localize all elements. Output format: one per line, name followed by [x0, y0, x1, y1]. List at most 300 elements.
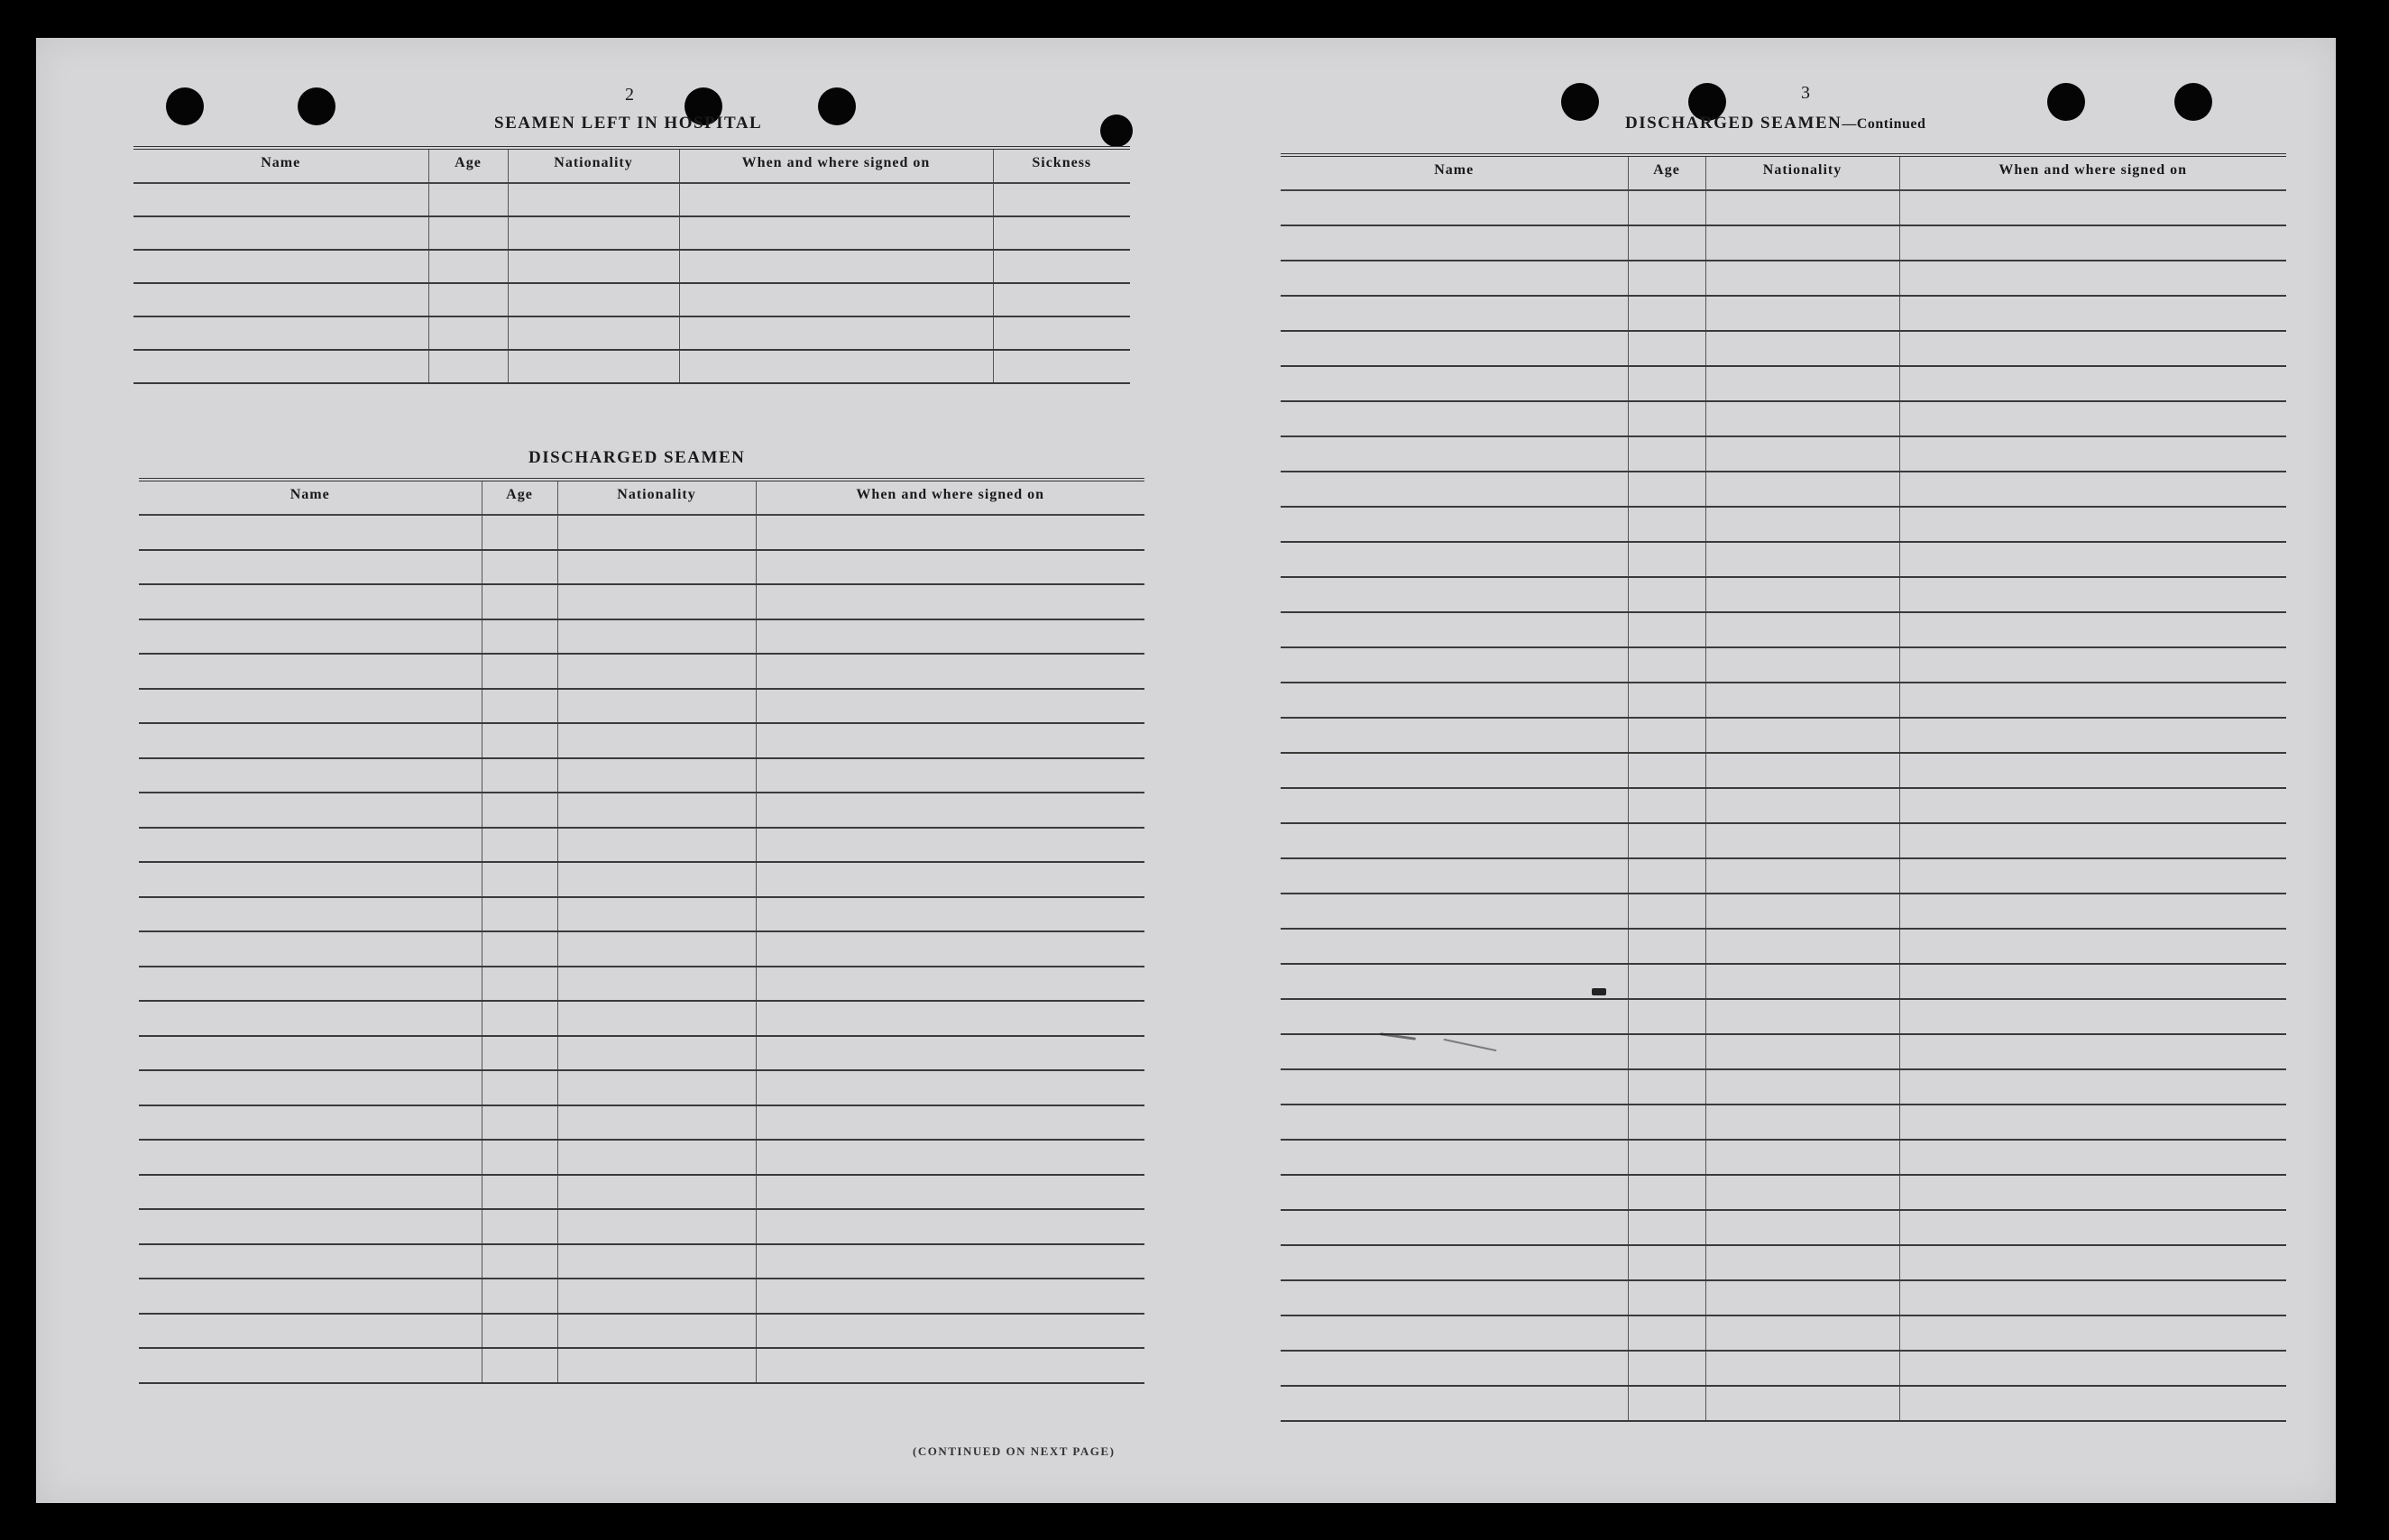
discharged-row [139, 758, 1144, 793]
discharged-row [139, 619, 1144, 655]
continued-cell [1899, 472, 2286, 507]
discharged-cell [482, 689, 557, 724]
continued-cell [1705, 436, 1899, 472]
continued-row [1281, 225, 2286, 261]
discharged-cell [139, 1348, 482, 1383]
continued-cell [1281, 401, 1628, 436]
hospital-cell [993, 283, 1130, 316]
discharged-cell [139, 1001, 482, 1036]
discharged-cell [139, 1209, 482, 1244]
continued-cell [1628, 858, 1705, 894]
continued-cell [1628, 929, 1705, 964]
discharged-row [139, 1209, 1144, 1244]
continued-cell [1281, 612, 1628, 647]
discharged-row [139, 1348, 1144, 1383]
continued-cell [1899, 436, 2286, 472]
discharged-cell [756, 1105, 1144, 1141]
continued-col-name: Name [1281, 155, 1628, 190]
discharged-cell [756, 723, 1144, 758]
continued-cell [1281, 999, 1628, 1034]
discharged-cell [139, 828, 482, 863]
continued-cell [1628, 1386, 1705, 1421]
continued-cell [1705, 472, 1899, 507]
hospital-cell [133, 316, 428, 350]
continued-cell [1705, 718, 1899, 753]
continued-cell [1628, 894, 1705, 929]
continued-cell [1281, 225, 1628, 261]
discharged-cell [557, 550, 756, 585]
continued-cell [1705, 1140, 1899, 1175]
continued-cell [1899, 929, 2286, 964]
continued-cell [1705, 1315, 1899, 1351]
continued-cell [1705, 507, 1899, 542]
continued-cell [1281, 823, 1628, 858]
continued-cell [1628, 964, 1705, 999]
hospital-cell [508, 350, 679, 383]
hospital-cell [508, 316, 679, 350]
hospital-cell [508, 250, 679, 283]
discharged-cell [557, 1036, 756, 1071]
continued-row [1281, 1280, 2286, 1315]
hospital-row [133, 183, 1130, 216]
continued-row [1281, 894, 2286, 929]
continued-row [1281, 472, 2286, 507]
discharged-row [139, 515, 1144, 550]
discharged-row [139, 1244, 1144, 1279]
discharged-cell [139, 1036, 482, 1071]
continued-cell [1628, 647, 1705, 683]
hospital-cell [133, 350, 428, 383]
continued-cell [1899, 718, 2286, 753]
binder-hole-1 [166, 87, 204, 125]
discharged-cell [482, 723, 557, 758]
continued-cell [1281, 190, 1628, 225]
continued-cell [1705, 964, 1899, 999]
continued-cell [1705, 542, 1899, 577]
continued-cell [1705, 1280, 1899, 1315]
discharged-cell [756, 619, 1144, 655]
discharged-cell [482, 862, 557, 897]
discharged-cell [139, 1244, 482, 1279]
continued-cell [1281, 929, 1628, 964]
hospital-cell [428, 350, 508, 383]
continued-cell [1705, 577, 1899, 612]
hospital-cell [508, 183, 679, 216]
continued-cell [1281, 296, 1628, 331]
continued-cell [1281, 1280, 1628, 1315]
continued-cell [1281, 1386, 1628, 1421]
discharged-cell [756, 654, 1144, 689]
continued-cell [1899, 1069, 2286, 1105]
hospital-cell [133, 283, 428, 316]
continued-cell [1281, 1351, 1628, 1386]
discharged-cell [756, 1175, 1144, 1210]
discharged-row [139, 967, 1144, 1002]
continued-cell [1281, 788, 1628, 823]
continued-row [1281, 401, 2286, 436]
continued-cell [1628, 472, 1705, 507]
continued-cell [1899, 647, 2286, 683]
continued-cell [1705, 647, 1899, 683]
continued-cell [1628, 296, 1705, 331]
hospital-col-age: Age [428, 148, 508, 183]
binder-hole-2 [298, 87, 335, 125]
discharged-cell [482, 758, 557, 793]
hospital-cell [133, 183, 428, 216]
continued-cell [1705, 296, 1899, 331]
discharged-cell [557, 515, 756, 550]
continued-cell [1281, 261, 1628, 296]
discharged-cell [482, 1348, 557, 1383]
continued-cell [1628, 542, 1705, 577]
continued-cell [1705, 894, 1899, 929]
continued-cell [1705, 225, 1899, 261]
discharged-row [139, 550, 1144, 585]
hospital-cell [133, 250, 428, 283]
continued-cell [1705, 331, 1899, 366]
continued-cell [1899, 507, 2286, 542]
discharged-cell [557, 1105, 756, 1141]
discharged-cell [557, 619, 756, 655]
hospital-row [133, 283, 1130, 316]
hospital-cell [428, 250, 508, 283]
continued-header-row [1281, 155, 2286, 190]
discharged-cell [482, 1105, 557, 1141]
discharged-cell [482, 967, 557, 1002]
continued-row [1281, 507, 2286, 542]
discharged-cell [756, 1070, 1144, 1105]
discharged-cell [139, 550, 482, 585]
continued-cell [1705, 1175, 1899, 1210]
discharged-cell [482, 550, 557, 585]
discharged-cell [756, 828, 1144, 863]
continued-cell [1628, 823, 1705, 858]
continued-cell [1628, 1034, 1705, 1069]
continued-cell [1628, 1315, 1705, 1351]
hospital-cell [993, 216, 1130, 250]
hospital-cell [679, 350, 993, 383]
continued-row [1281, 999, 2286, 1034]
hospital-row [133, 250, 1130, 283]
continued-cell [1705, 401, 1899, 436]
continued-cell [1899, 366, 2286, 401]
discharged-cell [482, 1209, 557, 1244]
continued-cell [1281, 1245, 1628, 1280]
hospital-table [133, 146, 1130, 384]
continued-cell [1705, 1351, 1899, 1386]
continued-cell [1705, 1034, 1899, 1069]
continued-cell [1705, 190, 1899, 225]
hospital-cell [679, 250, 993, 283]
continued-cell [1281, 1105, 1628, 1140]
discharged-cell [557, 931, 756, 967]
discharged-cell [557, 1279, 756, 1314]
discharged-cell [756, 1314, 1144, 1349]
document-sheet [36, 38, 2336, 1503]
hospital-col-nationality: Nationality [508, 148, 679, 183]
hospital-cell [133, 216, 428, 250]
discharged-section-title: DISCHARGED SEAMEN [528, 448, 746, 467]
discharged-col-name: Name [139, 480, 482, 515]
continued-row [1281, 1034, 2286, 1069]
continued-cell [1705, 929, 1899, 964]
discharged-row [139, 931, 1144, 967]
continued-table [1281, 153, 2286, 1422]
continued-cell [1281, 683, 1628, 718]
continued-cell [1281, 1210, 1628, 1245]
discharged-row [139, 1036, 1144, 1071]
discharged-cell [557, 654, 756, 689]
hospital-cell [428, 216, 508, 250]
continued-cell [1628, 1210, 1705, 1245]
continued-cell [1899, 858, 2286, 894]
discharged-cell [756, 689, 1144, 724]
discharged-cell [557, 723, 756, 758]
hospital-table-body [133, 183, 1130, 383]
continued-cell [1628, 612, 1705, 647]
continued-cell [1705, 261, 1899, 296]
continued-cell [1628, 261, 1705, 296]
discharged-table [139, 478, 1144, 1384]
continued-note: (CONTINUED ON NEXT PAGE) [913, 1444, 1116, 1458]
discharged-header-row [139, 480, 1144, 515]
binder-hole-8 [2047, 83, 2085, 121]
continued-cell [1281, 542, 1628, 577]
discharged-cell [756, 1140, 1144, 1175]
discharged-row [139, 897, 1144, 932]
discharged-cell [482, 1279, 557, 1314]
discharged-cell [557, 1348, 756, 1383]
continued-cell [1628, 507, 1705, 542]
discharged-cell [756, 515, 1144, 550]
continued-cell [1899, 612, 2286, 647]
continued-row [1281, 1351, 2286, 1386]
continued-row [1281, 1105, 2286, 1140]
hospital-row [133, 216, 1130, 250]
continued-cell [1281, 1069, 1628, 1105]
discharged-cell [756, 931, 1144, 967]
continued-row [1281, 647, 2286, 683]
continued-cell [1628, 1245, 1705, 1280]
discharged-cell [139, 793, 482, 828]
discharged-col-nationality: Nationality [557, 480, 756, 515]
continued-cell [1899, 683, 2286, 718]
continued-row [1281, 436, 2286, 472]
discharged-cell [557, 1070, 756, 1105]
discharged-cell [557, 862, 756, 897]
hospital-row [133, 350, 1130, 383]
continued-cell [1705, 1386, 1899, 1421]
continued-cell [1628, 401, 1705, 436]
discharged-cell [756, 897, 1144, 932]
continued-cell [1628, 683, 1705, 718]
continued-row [1281, 753, 2286, 788]
discharged-row [139, 1279, 1144, 1314]
continued-title-main: DISCHARGED SEAMEN [1625, 114, 1842, 133]
continued-row [1281, 683, 2286, 718]
discharged-row [139, 1070, 1144, 1105]
continued-cell [1628, 999, 1705, 1034]
discharged-cell [557, 967, 756, 1002]
discharged-cell [557, 1175, 756, 1210]
continued-cell [1899, 823, 2286, 858]
discharged-cell [557, 793, 756, 828]
discharged-cell [482, 1175, 557, 1210]
discharged-cell [139, 862, 482, 897]
continued-cell [1628, 1280, 1705, 1315]
continued-row [1281, 1140, 2286, 1175]
discharged-cell [139, 931, 482, 967]
continued-cell [1281, 331, 1628, 366]
discharged-cell [557, 584, 756, 619]
discharged-cell [482, 1001, 557, 1036]
continued-cell [1705, 683, 1899, 718]
discharged-cell [557, 828, 756, 863]
discharged-cell [139, 515, 482, 550]
discharged-row [139, 689, 1144, 724]
continued-row [1281, 1210, 2286, 1245]
discharged-cell [756, 550, 1144, 585]
continued-cell [1899, 1034, 2286, 1069]
discharged-cell [482, 1036, 557, 1071]
discharged-col-signed-on: When and where signed on [756, 480, 1144, 515]
continued-cell [1899, 401, 2286, 436]
discharged-cell [756, 793, 1144, 828]
continued-row [1281, 718, 2286, 753]
continued-cell [1628, 331, 1705, 366]
hospital-cell [428, 316, 508, 350]
continued-cell [1899, 1351, 2286, 1386]
continued-cell [1899, 1315, 2286, 1351]
discharged-cell [482, 1314, 557, 1349]
continued-cell [1281, 1315, 1628, 1351]
discharged-cell [756, 1036, 1144, 1071]
discharged-cell [557, 1140, 756, 1175]
discharged-cell [139, 1314, 482, 1349]
continued-cell [1899, 261, 2286, 296]
discharged-cell [482, 654, 557, 689]
hospital-row [133, 316, 1130, 350]
continued-cell [1899, 225, 2286, 261]
page-number-left: 2 [625, 85, 634, 105]
discharged-cell [482, 1140, 557, 1175]
hospital-cell [679, 316, 993, 350]
binder-hole-6 [1561, 83, 1599, 121]
discharged-cell [756, 1279, 1144, 1314]
continued-cell [1628, 1069, 1705, 1105]
continued-cell [1899, 964, 2286, 999]
continued-cell [1899, 753, 2286, 788]
discharged-cell [139, 758, 482, 793]
hospital-col-signed-on: When and where signed on [679, 148, 993, 183]
discharged-cell [756, 1209, 1144, 1244]
hospital-section-title: SEAMEN LEFT IN HOSPITAL [494, 114, 763, 133]
discharged-cell [756, 584, 1144, 619]
continued-title-suffix: —Continued [1842, 116, 1926, 132]
continued-cell [1281, 718, 1628, 753]
discharged-col-age: Age [482, 480, 557, 515]
continued-row [1281, 788, 2286, 823]
discharged-cell [139, 1175, 482, 1210]
discharged-cell [482, 828, 557, 863]
continued-cell [1705, 1069, 1899, 1105]
hospital-cell [679, 283, 993, 316]
continued-cell [1628, 788, 1705, 823]
discharged-cell [139, 967, 482, 1002]
discharged-cell [139, 654, 482, 689]
hospital-cell [508, 216, 679, 250]
continued-cell [1628, 190, 1705, 225]
hospital-cell [679, 216, 993, 250]
discharged-cell [139, 1070, 482, 1105]
discharged-cell [139, 1140, 482, 1175]
discharged-cell [139, 1105, 482, 1141]
continued-cell [1281, 577, 1628, 612]
binder-hole-9 [2174, 83, 2212, 121]
continued-cell [1899, 999, 2286, 1034]
discharged-cell [557, 1001, 756, 1036]
continued-cell [1899, 296, 2286, 331]
continued-cell [1281, 647, 1628, 683]
discharged-row [139, 1140, 1144, 1175]
continued-cell [1628, 366, 1705, 401]
discharged-row [139, 584, 1144, 619]
discharged-row [139, 1314, 1144, 1349]
discharged-cell [756, 862, 1144, 897]
discharged-row [139, 1175, 1144, 1210]
continued-table-body [1281, 190, 2286, 1421]
continued-cell [1899, 1386, 2286, 1421]
continued-section-title [1625, 114, 1925, 133]
continued-row [1281, 577, 2286, 612]
discharged-cell [557, 758, 756, 793]
ink-mark [1592, 988, 1606, 995]
discharged-row [139, 654, 1144, 689]
discharged-cell [756, 1244, 1144, 1279]
continued-cell [1281, 1140, 1628, 1175]
discharged-table-body [139, 515, 1144, 1383]
continued-cell [1281, 753, 1628, 788]
continued-cell [1899, 788, 2286, 823]
continued-row [1281, 823, 2286, 858]
discharged-cell [139, 1279, 482, 1314]
hospital-cell [428, 183, 508, 216]
continued-cell [1628, 577, 1705, 612]
continued-col-nationality: Nationality [1705, 155, 1899, 190]
hospital-header-row [133, 148, 1130, 183]
binder-hole-5 [1100, 115, 1133, 147]
discharged-cell [482, 931, 557, 967]
continued-cell [1628, 1140, 1705, 1175]
continued-cell [1705, 1245, 1899, 1280]
discharged-cell [756, 1001, 1144, 1036]
continued-cell [1281, 964, 1628, 999]
discharged-cell [482, 619, 557, 655]
discharged-row [139, 828, 1144, 863]
continued-cell [1281, 894, 1628, 929]
continued-cell [1281, 436, 1628, 472]
continued-cell [1899, 1280, 2286, 1315]
hospital-cell [993, 250, 1130, 283]
discharged-row [139, 1001, 1144, 1036]
continued-cell [1281, 507, 1628, 542]
continued-cell [1705, 1210, 1899, 1245]
continued-cell [1628, 436, 1705, 472]
discharged-row [139, 793, 1144, 828]
continued-cell [1899, 542, 2286, 577]
continued-col-signed-on: When and where signed on [1899, 155, 2286, 190]
discharged-cell [557, 897, 756, 932]
